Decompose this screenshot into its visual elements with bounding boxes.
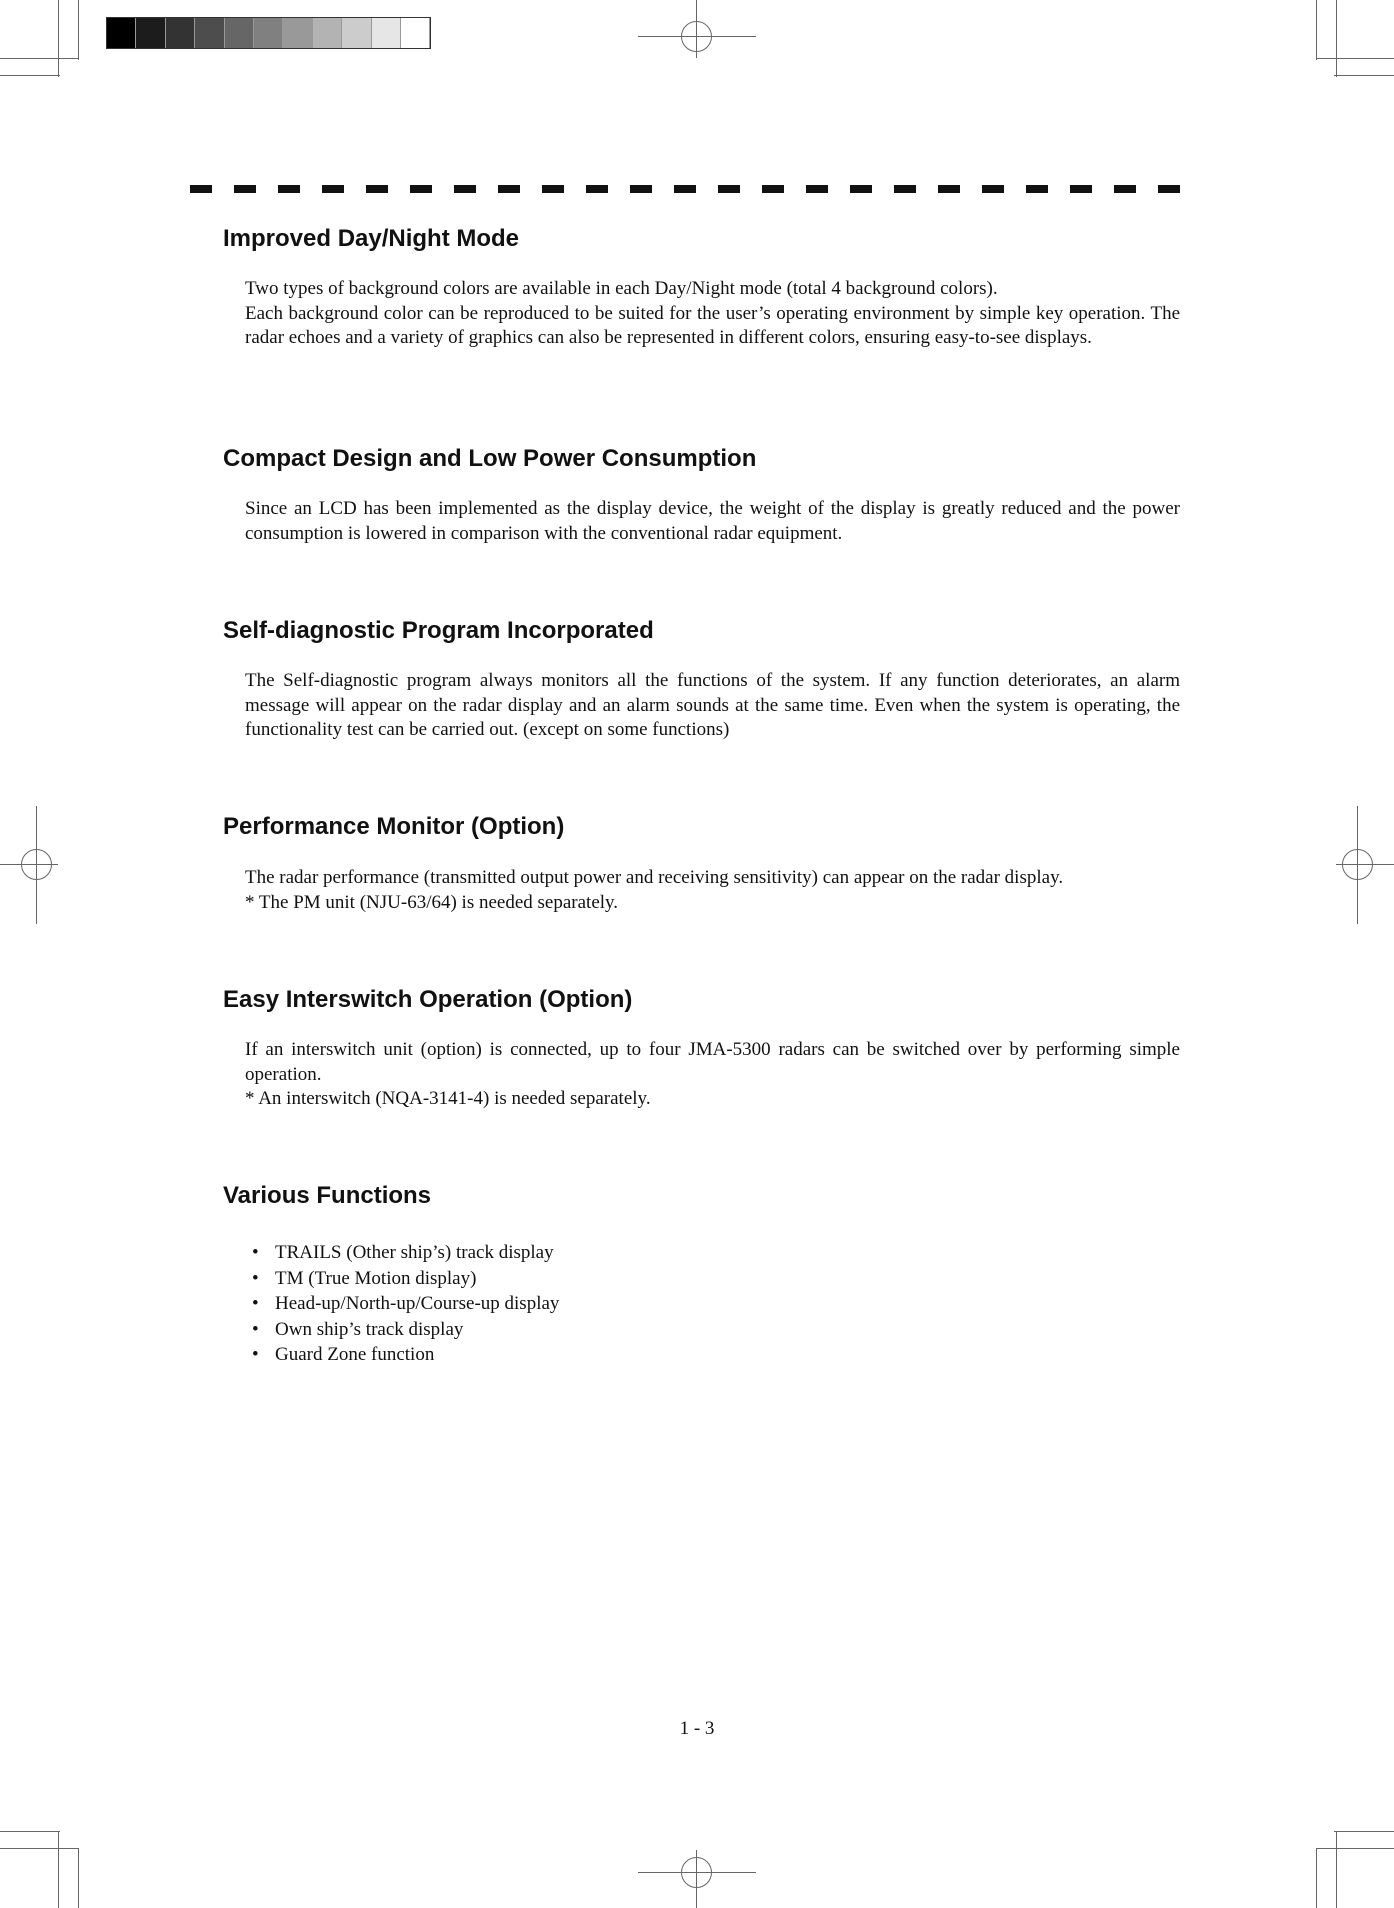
- list-item: • Guard Zone function: [250, 1342, 559, 1368]
- section-body: [245, 277, 1180, 351]
- gray-swatch: [401, 18, 430, 48]
- gray-swatch: [372, 18, 401, 48]
- list-item: • Own ship’s track display: [250, 1317, 559, 1343]
- section-body: [245, 866, 1180, 915]
- grayscale-strip: [106, 17, 431, 49]
- body-line: Two types of background colors are available in each Day/Night mode (total 4 background colors).: [245, 278, 998, 299]
- section-heading: Compact Design and Low Power Consumption: [223, 445, 757, 472]
- function-list: [250, 1240, 559, 1368]
- gray-swatch: [313, 18, 342, 48]
- gray-swatch: [166, 18, 195, 48]
- section-body: [245, 497, 1180, 546]
- section-heading: Self-diagnostic Program Incorporated: [223, 617, 654, 644]
- section-heading: Easy Interswitch Operation (Option): [223, 986, 633, 1013]
- section-heading: Various Functions: [223, 1182, 432, 1209]
- list-item: • Head-up/North-up/Course-up display: [250, 1291, 559, 1317]
- body-line: Since an LCD has been implemented as the display device, the weight of the display is greatly reduced and the power consumption is lowered in comparison with the conventional radar equipment.: [245, 498, 1180, 544]
- section-heading: Performance Monitor (Option): [223, 813, 565, 840]
- gray-swatch: [283, 18, 312, 48]
- body-line: The Self-diagnostic program always monitors all the functions of the system. If any function deteriorates, an alarm message will appear on the radar display and an alarm sounds at the same time. Even when the system is operating, the functionality test can be carried out. (except on some functions): [245, 670, 1180, 740]
- section-body: [245, 1038, 1180, 1112]
- body-line: * An interswitch (NQA-3141-4) is needed separately.: [245, 1088, 651, 1109]
- section-body: [245, 669, 1180, 743]
- gray-swatch: [342, 18, 371, 48]
- section-heading: Improved Day/Night Mode: [223, 225, 520, 252]
- gray-swatch: [107, 18, 136, 48]
- body-line: Each background color can be reproduced to be suited for the user’s operating environment by simple key operation. The radar echoes and a variety of graphics can also be represented in different colors, ensuring easy-to-see displays.: [245, 302, 1180, 348]
- gray-swatch: [195, 18, 224, 48]
- gray-swatch: [136, 18, 165, 48]
- body-line: If an interswitch unit (option) is connected, up to four JMA-5300 radars can be switched over by performing simple operation.: [245, 1039, 1180, 1085]
- body-line: The radar performance (transmitted output power and receiving sensitivity) can appear on the radar display.: [245, 867, 1064, 888]
- page-number: 1 - 3: [679, 1718, 715, 1739]
- list-item: • TRAILS (Other ship’s) track display: [250, 1240, 559, 1266]
- body-line: * The PM unit (NJU-63/64) is needed separately.: [245, 891, 619, 913]
- dashed-divider: [190, 185, 1180, 193]
- gray-swatch: [225, 18, 254, 48]
- gray-swatch: [254, 18, 283, 48]
- list-item: • TM (True Motion display): [250, 1266, 559, 1292]
